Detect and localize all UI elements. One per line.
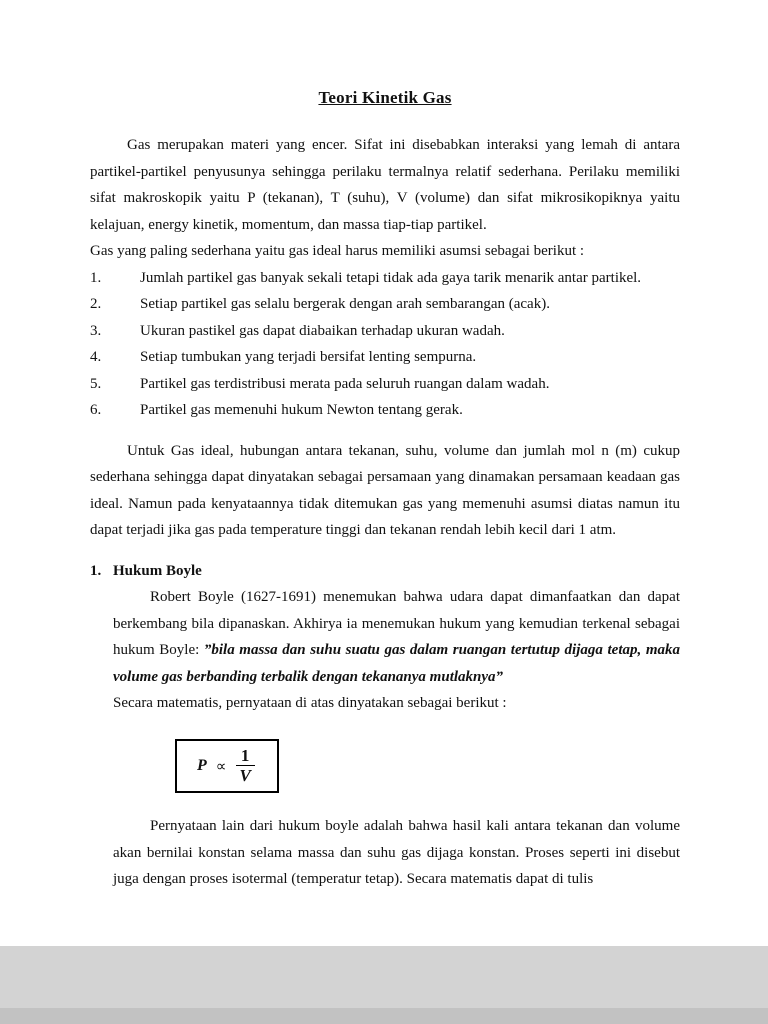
viewer-background-strip-dark [0,1008,768,1024]
list-item [90,397,680,424]
page-title: Teori Kinetik Gas [318,88,452,107]
list-item-text: Jumlah partikel gas banyak sekali tetapi tidak ada gaya tarik menarik antar partikel. [140,269,642,286]
list-item [90,291,680,318]
list-item-text: Setiap tumbukan yang terjadi bersifat lenting sempurna. [140,349,477,365]
list-item-number: 3. [90,322,102,339]
list-item-text: Ukuran pastikel gas dapat diabaikan terhadap ukuran wadah. [140,322,505,339]
paragraph-list-intro: Gas yang paling sederhana yaitu gas ideal harus memiliki asumsi sebagai berikut : [90,243,585,259]
proportional-to-symbol: ∝ [215,759,227,776]
paragraph-boyle [113,584,680,690]
paragraph-ideal-gas: Untuk Gas ideal, hubungan antara tekanan, suhu, volume dan jumlah mol n (m) cukup sederhana sehingga dapat dinyatakan sebagai persamaan yang dinamakan persamaan keadaan gas ideal. Namun pada kenyataannya tidak ditemukan gas yang memenuhi asumsi diatas namun itu dapat terjadi jika gas pada temperature tinggi dan tekanan rendah lebih kecil dari 1 atm. [90,442,680,538]
list-item [90,318,680,345]
fraction-denominator: V [236,765,255,785]
section-heading-hukum-boyle [90,558,680,585]
formula-fraction [236,747,255,786]
boyle-text-normal: Robert Boyle (1627-1691) menemukan bahwa udara dapat dimanfaatkan dan dapat berkembang bila dipanaskan. Akhirya ia menemukan hukum yang kemudian terkenal sebagai hukum Boyle: [113,589,680,658]
section-number: 1. [90,562,102,579]
section-body [113,584,680,893]
formula-pressure-symbol: P [197,756,207,774]
boyle-quote: ”bila massa dan suhu suatu gas dalam ruangan tertutup dijaga tetap, maka volume gas berbanding terbalik dengan tekananya mutlaknya” [113,642,680,685]
list-item-number: 6. [90,402,102,418]
list-item-number: 2. [90,296,102,312]
list-item-text: Partikel gas terdistribusi merata pada seluruh ruangan dalam wadah. [140,375,550,392]
viewer-background-strip [0,946,768,1008]
assumptions-list [90,265,680,424]
list-item [90,371,680,398]
list-item-text: Partikel gas memenuhi hukum Newton tentang gerak. [140,402,463,418]
list-item-number: 1. [90,269,102,286]
list-item [90,344,680,371]
formula-container [175,739,680,794]
section-title: Hukum Boyle [113,562,202,579]
spacer [90,424,680,438]
paragraph-math-intro: Secara matematis, pernyataan di atas dinyatakan sebagai berikut : [113,695,507,711]
fraction-numerator: 1 [240,745,250,765]
formula-boyle-box [175,739,279,794]
list-item-text: Setiap partikel gas selalu bergerak dengan arah sembarangan (acak). [140,296,550,312]
paragraph-isothermal: Pernyataan lain dari hukum boyle adalah bahwa hasil kali antara tekanan dan volume akan bernilai konstan selama massa dan suhu gas dijaga konstan. Proses seperti ini disebut juga dengan proses isotermal (temperatur tetap). Secara matematis dapat di tulis [113,818,680,888]
list-item-number: 4. [90,349,102,365]
list-item [90,265,680,292]
list-item-number: 5. [90,375,102,392]
paragraph-gas-intro: Gas merupakan materi yang encer. Sifat ini disebabkan interaksi yang lemah di antara partikel-partikel penyusunya sehingga perilaku termalnya relatif sederhana. Perilaku memiliki sifat makroskopik yaitu P (tekanan), T (suhu), V (volume) dan sifat mikrosikopiknya yaitu kelajuan, energy kinetik, momentum, dan massa tiap-tiap partikel. [90,137,680,233]
